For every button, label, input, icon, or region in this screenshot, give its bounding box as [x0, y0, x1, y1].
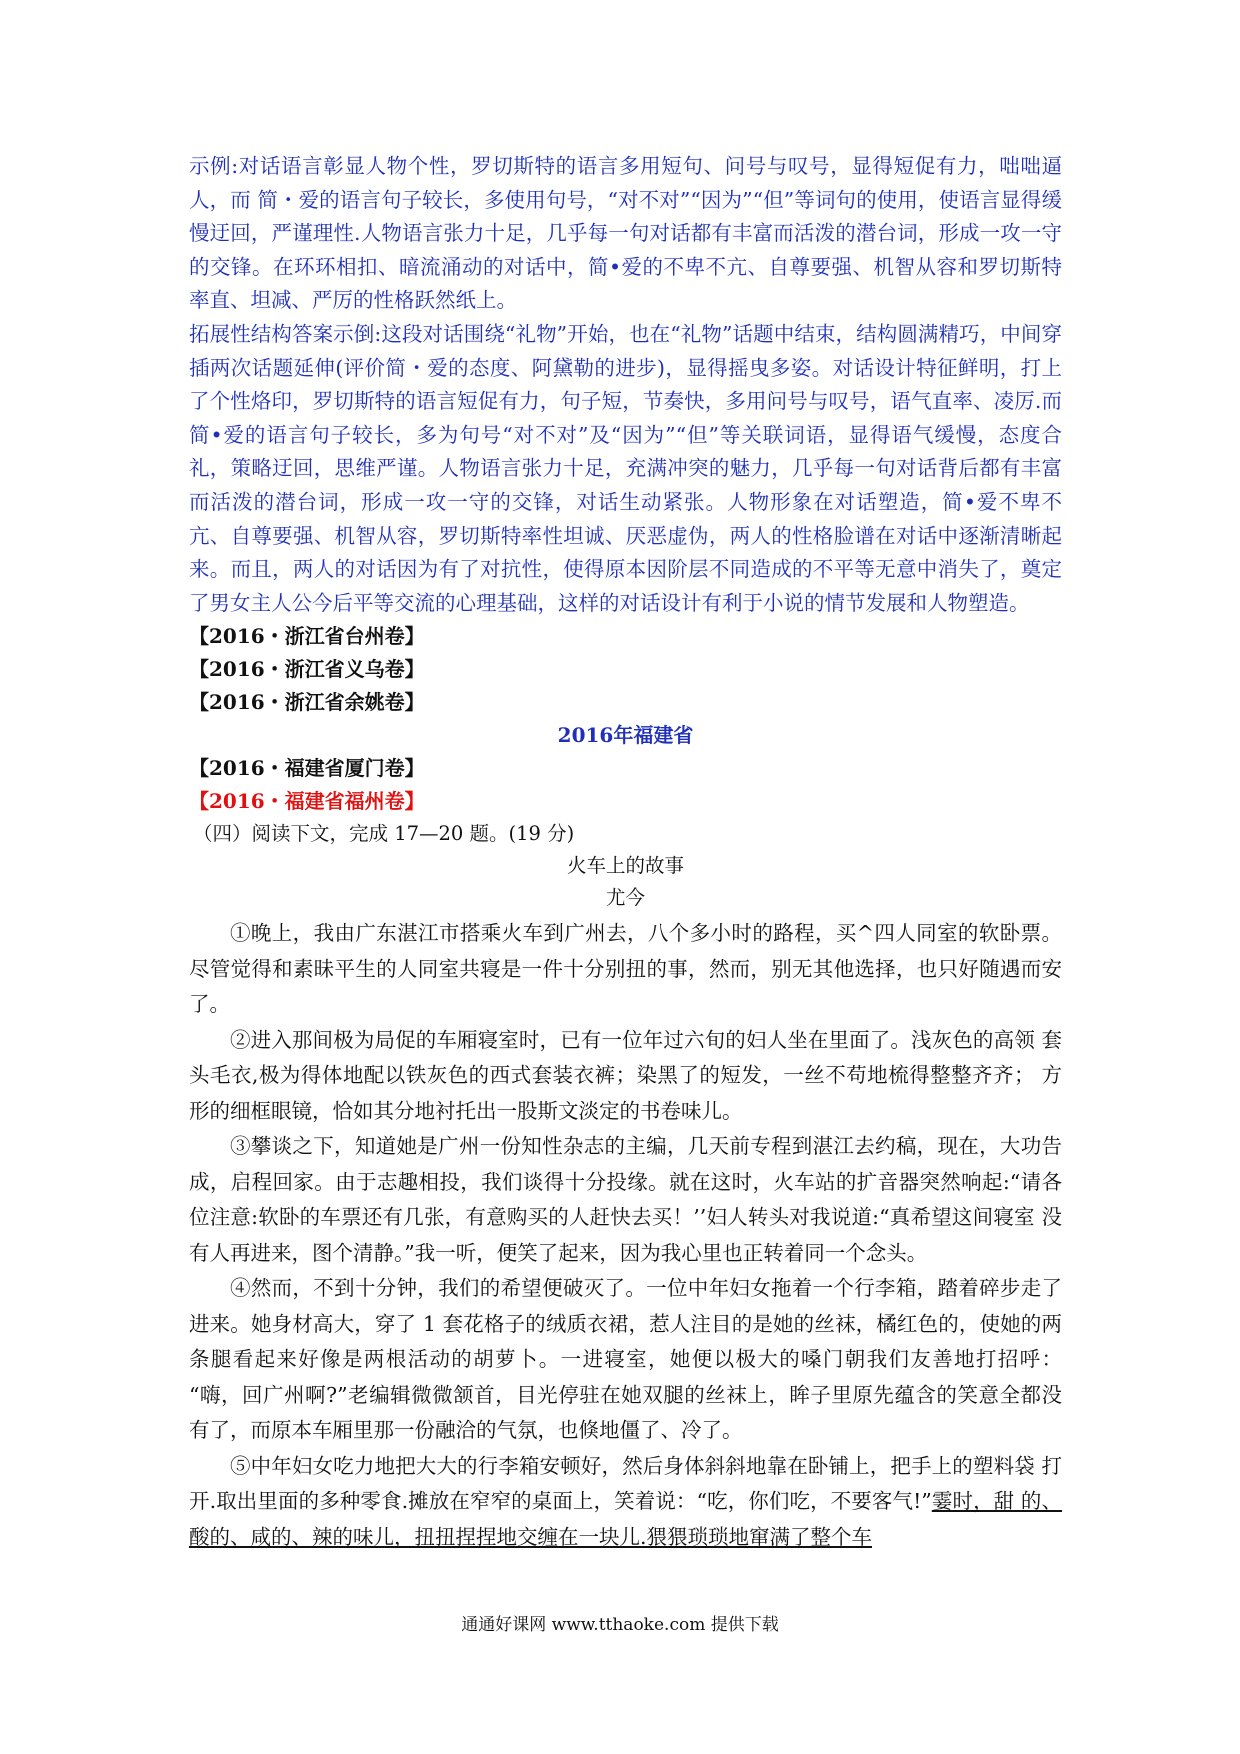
- paragraph-3: ③攀谈之下，知道她是广州一份知性杂志的主编，几天前专程到湛江去约稿，现在，大功告 成，启程回家。由于志趣相投，我们谈得十分投缘。就在这时，火车站的扩音器突然响起:“请各 位注意:软卧的车票还有几张，有意购买的人赶快去买！’’妇人转头对我说道:“真希望这间寝室 没有人再进来，图个清静。”我一听，便笑了起来，因为我心里也正转着同一个念头。: [189, 1134, 1062, 1265]
- section-title-fujian: 2016年福建省: [557, 723, 694, 748]
- paragraph-5-text: ⑤中年妇女吃力地把大大的行李箱安顿好，然后身体斜斜地靠在卧铺上，把手上的塑料袋 打开.取出里面的多种零食.摊放在窄窄的桌面上，笑着说：“吃，你们吃，不要客气!”: [189, 1453, 1062, 1514]
- document-page: [189, 150, 1062, 1555]
- header-fuzhou: 【2016・福建省福州卷】: [189, 789, 425, 814]
- example-answer: 示例:对话语言彰显人物个性，罗切斯特的语言多用短句、问号与叹号，显得短促有力，咄咄逼人，而 简・爱的语言句子较长，多使用句号，“对不对”“因为”“但”等词句的使用，使语言显得缓慢迂回，严谨理性.人物语言张力十足，几乎每一句对话都有丰富而活泼的潜台词，形成一攻一守的交锋。在环环相扣、暗流涌动的对话中，简•爱的不卑不亢、自尊要强、机智从容和罗切斯特率直、坦减、严厉的性格跃然纸上。: [189, 154, 1062, 313]
- header-xiamen: 【2016・福建省厦门卷】: [189, 756, 425, 781]
- paragraph-5: [189, 1449, 1062, 1556]
- header-taizhou: 【2016・浙江省台州卷】: [189, 624, 425, 649]
- paragraph-4: ④然而，不到十分钟，我们的希望便破灭了。一位中年妇女拖着一个行李箱，踏着碎步走了 进来。她身材高大，穿了 1 套花格子的绒质衣裙，惹人注目的是她的丝袜，橘红色的，使她的两 条腿看起来好像是两根活动的胡萝卜。一进寝室，她便以极大的嗓门朝我们友善地打招呼： “嗨，回广州啊?”老编辑微微颔首，目光停驻在她双腿的丝袜上，眸子里原先蕴含的笑意全都没 有了，而原本车厢里那一份融洽的气氛，也倏地僵了、冷了。: [189, 1276, 1062, 1443]
- extended-answer: 拓展性结构答案示倒:这段对话围绕“礼物”开始，也在“礼物”话题中结束，结构圆满精巧，中间穿插两次话题延伸(评价简・爱的态度、阿黛勒的进步)，显得摇曳多姿。对话设计特征鲜明，打上了个性烙印，罗切斯特的语言短促有力，句子短，节奏快，多用问号与叹号，语气直率、凌厉.而简•爱的语言句子较长，多为句号“对不对”及“因为”“但”等关联词语，显得语气缓慢，态度合礼，策略迂回，思维严谨。人物语言张力十足，充满冲突的魅力，几乎每一句对话背后都有丰富而活泼的潜台词，形成一攻一守的交锋，对话生动紧张。人物形象在对话塑造，简•爱不卑不亢、自尊要强、机智从容，罗切斯特率性坦诚、厌恶虚伪，两人的性格脸谱在对话中逐渐清晰起来。而且，两人的对话因为有了对抗性，使得原本因阶层不同造成的不平等无意中消失了，奠定了男女主人公今后平等交流的心理基础，这样的对话设计有利于小说的情节发展和人物塑造。: [189, 321, 1062, 615]
- paragraph-2: ②进入那间极为局促的车厢寝室时，已有一位年过六旬的妇人坐在里面了。浅灰色的高领 套头毛衣,极为得体地配以铁灰色的西式套装衣裤；染黑了的短发，一丝不苟地梳得整整齐齐； 方形的细框眼镜，恰如其分地衬托出一股斯文淡定的书卷味儿。: [189, 1027, 1062, 1123]
- header-yuyao: 【2016・浙江省余姚卷】: [189, 690, 425, 715]
- header-yiwu: 【2016・浙江省义乌卷】: [189, 657, 425, 682]
- paragraph-5-underlined: 霎时，甜 的、酸的、咸的、辣的味儿，扭扭捏捏地交缠在一块儿.猥猥琐琐地窜满了整个车: [189, 1489, 1062, 1549]
- paragraph-1: ①晚上，我由广东湛江市搭乘火车到广州去，八个多小时的路程，买^四人同室的软卧票。 尽管觉得和素昧平生的人同室共寝是一件十分别扭的事，然而，别无其他选择，也只好随遇而安 了。: [189, 921, 1062, 1017]
- page-footer: 通通好课网 www.tthaoke.com 提供下载: [461, 1615, 779, 1635]
- story-author: 尤今: [605, 886, 645, 910]
- story-title: 火车上的故事: [566, 854, 684, 878]
- reading-intro: （四）阅读下文，完成 17—20 题。(19 分): [193, 822, 575, 846]
